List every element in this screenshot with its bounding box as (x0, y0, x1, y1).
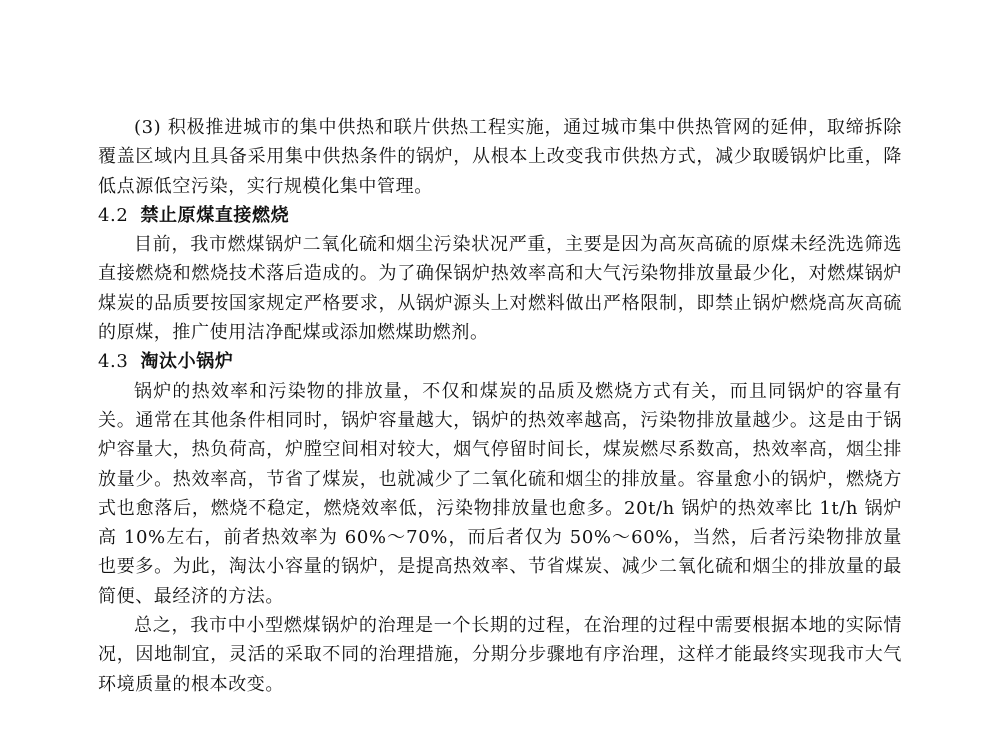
section-title: 禁止原煤直接燃烧 (140, 204, 290, 226)
section-number: 4.2 (98, 204, 129, 226)
section-4-2-paragraph: 目前，我市燃煤锅炉二氧化硫和烟尘污染状况严重，主要是因为高灰高硫的原煤未经洗选筛选直接燃烧和燃烧技术落后造成的。为了确保锅炉热效率高和大气污染物排放量最少化，对燃煤锅炉煤炭的品质要按国家规定严格要求，从锅炉源头上对燃料做出严格限制，即禁止锅炉燃烧高灰高硫的原煤，推广使用洁净配煤或添加燃煤助燃剂。 (98, 234, 902, 344)
conclusion-paragraph: 总之，我市中小型燃煤锅炉的治理是一个长期的过程，在治理的过程中需要根据本地的实际情况，因地制宜，灵活的采取不同的治理措施，分期分步骤地有序治理，这样才能最终实现我市大气环境质量的根本改变。 (98, 615, 902, 695)
section-heading-4-3 (98, 347, 902, 376)
section-title: 淘汰小锅炉 (140, 351, 234, 373)
section-number: 4.3 (98, 351, 129, 373)
section-heading-4-2 (98, 201, 902, 230)
document-body (98, 113, 902, 699)
section-4-3-paragraph: 锅炉的热效率和污染物的排放量，不仅和煤炭的品质及燃烧方式有关，而且同锅炉的容量有关。通常在其他条件相同时，锅炉容量越大，锅炉的热效率越高，污染物排放量越少。这是由于锅炉容量大，热负荷高，炉膛空间相对较大，烟气停留时间长，煤炭燃尽系数高，热效率高，烟尘排放量少。热效率高，节省了煤炭，也就减少了二氧化硫和烟尘的排放量。容量愈小的锅炉，燃烧方式也愈落后，燃烧不稳定，燃烧效率低，污染物排放量也愈多。20t/h 锅炉的热效率比 1t/h 锅炉高 10%左右，前者热效率为 60%～70%，而后者仅为 50%～60%，当然，后者污染物排放量也要多。为此，淘汰小容量的锅炉，是提高热效率、节省煤炭、减少二氧化硫和烟尘的排放量的最简便、最经济的方法。 (98, 380, 902, 607)
paragraph-item-3: (3) 积极推进城市的集中供热和联片供热工程实施，通过城市集中供热管网的延伸，取缔拆除覆盖区域内且具备采用集中供热条件的锅炉，从根本上改变我市供热方式，减少取暖锅炉比重，降低点源低空污染，实行规模化集中管理。 (98, 117, 902, 197)
